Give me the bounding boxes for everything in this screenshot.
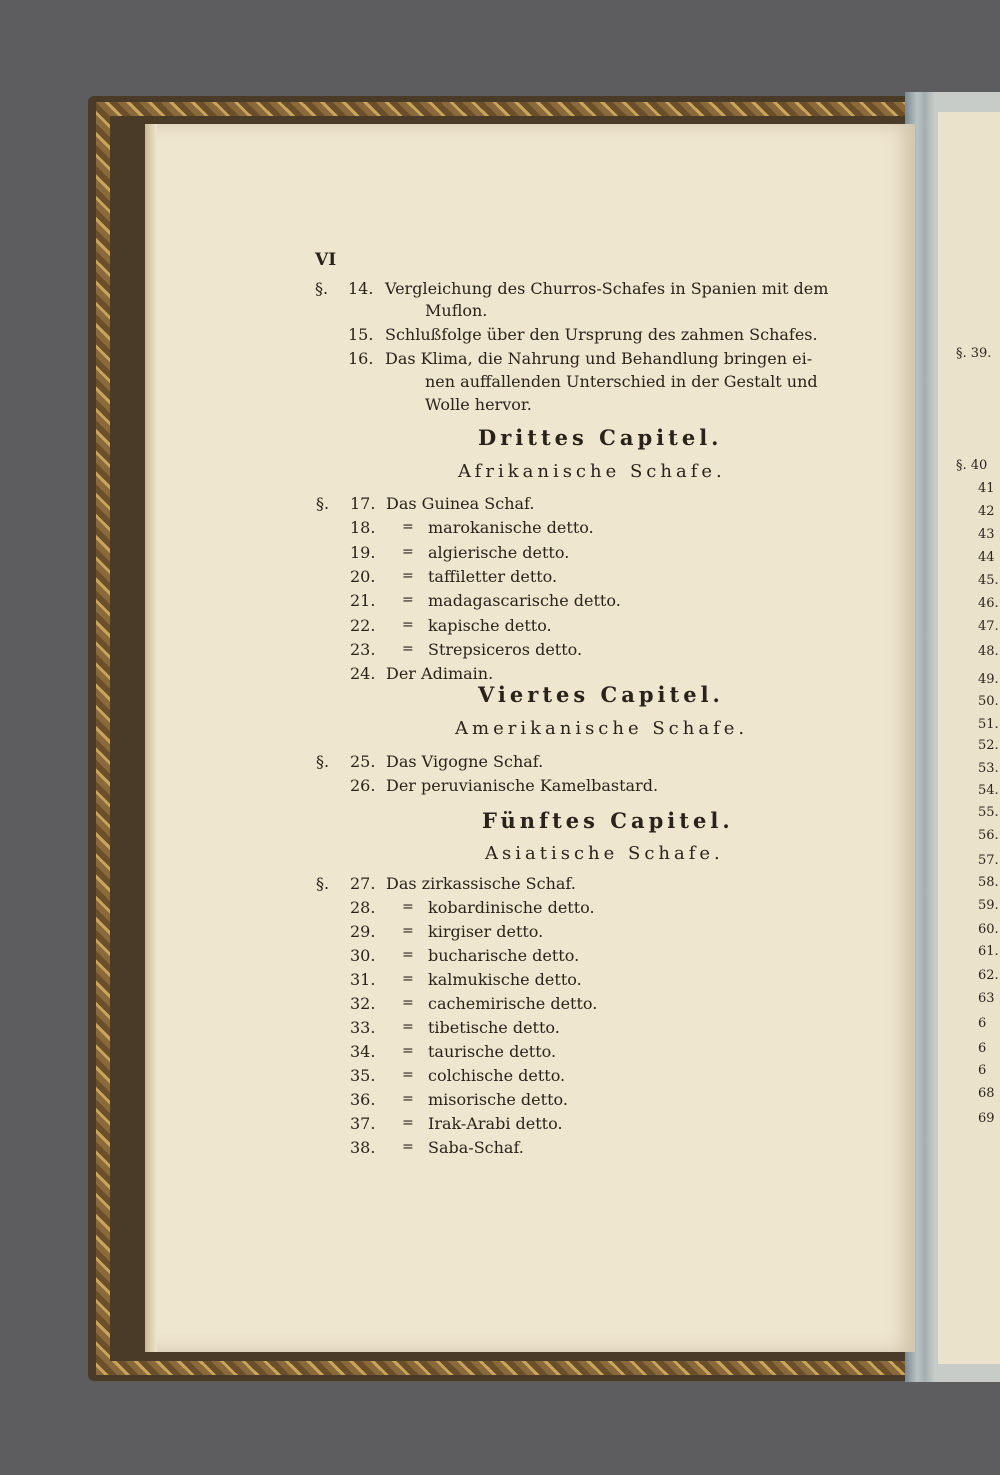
facing-page-number: 63 [978, 991, 995, 1006]
entry-number: 31. [350, 970, 376, 989]
section-mark: §. [316, 874, 330, 893]
entry-number: 29. [350, 922, 376, 941]
entry-text: kapische detto. [428, 616, 552, 635]
chapter-subtitle: Asiatische Schafe. [485, 843, 724, 864]
facing-page-number: 60. [978, 922, 999, 937]
facing-page-number: 56. [978, 828, 999, 843]
facing-page-number: §. 40 [956, 458, 988, 473]
ditto-mark: = [402, 641, 414, 657]
entry-number: 36. [350, 1090, 376, 1109]
entry-number: 25. [350, 752, 376, 771]
entry-number: 15. [348, 325, 374, 344]
facing-page-number: 49. [978, 672, 999, 687]
entry-number: 19. [350, 543, 376, 562]
facing-page-number: 42 [978, 504, 995, 519]
ditto-mark: = [402, 971, 414, 987]
entry-number: 16. [348, 349, 374, 368]
entry-text: taurische detto. [428, 1042, 557, 1061]
ditto-mark: = [402, 1091, 414, 1107]
ditto-mark: = [402, 1067, 414, 1083]
facing-page-edge [938, 112, 1000, 1364]
page-number: VI [315, 250, 337, 270]
facing-page-number: §. 39. [956, 346, 992, 361]
entry-text: colchische detto. [428, 1066, 566, 1085]
facing-page-number: 47. [978, 619, 999, 634]
facing-page-number: 43 [978, 527, 995, 542]
entry-number: 20. [350, 567, 376, 586]
entry-text: madagascarische detto. [428, 591, 621, 610]
entry-number: 33. [350, 1018, 376, 1037]
entry-text: kobardinische detto. [428, 898, 595, 917]
entry-text: Muflon. [425, 301, 488, 320]
ditto-mark: = [402, 899, 414, 915]
facing-page-number: 69 [978, 1111, 995, 1126]
entry-number: 24. [350, 664, 376, 683]
facing-page-number: 62. [978, 968, 999, 983]
entry-number: 28. [350, 898, 376, 917]
entry-text: Das zirkassische Schaf. [386, 874, 576, 893]
facing-page-number: 57. [978, 853, 999, 868]
entry-text: Wolle hervor. [425, 395, 532, 414]
ditto-mark: = [402, 592, 414, 608]
ditto-mark: = [402, 947, 414, 963]
entry-text: tibetische detto. [428, 1018, 560, 1037]
facing-page-number: 53. [978, 761, 999, 776]
facing-page-number: 6 [978, 1041, 987, 1056]
facing-page-number: 41 [978, 481, 995, 496]
entry-text: Irak-Arabi detto. [428, 1114, 563, 1133]
facing-page-number: 50. [978, 694, 999, 709]
entry-text: Vergleichung des Churros-Schafes in Spanien mit dem [385, 279, 829, 298]
facing-page-number: 52. [978, 738, 999, 753]
chapter-subtitle: Amerikanische Schafe. [455, 718, 749, 739]
entry-number: 23. [350, 640, 376, 659]
facing-page-number: 68 [978, 1086, 995, 1101]
ditto-mark: = [402, 1115, 414, 1131]
entry-number: 27. [350, 874, 376, 893]
chapter-title: Viertes Capitel. [478, 682, 724, 707]
entry-number: 37. [350, 1114, 376, 1133]
entry-text: bucharische detto. [428, 946, 580, 965]
page-gutter [145, 124, 157, 1352]
ditto-mark: = [402, 617, 414, 633]
ditto-mark: = [402, 568, 414, 584]
facing-page-number: 6 [978, 1016, 987, 1031]
entry-number: 38. [350, 1138, 376, 1157]
section-mark: §. [316, 752, 330, 771]
ditto-mark: = [402, 1019, 414, 1035]
entry-text: misorische detto. [428, 1090, 568, 1109]
entry-text: kirgiser detto. [428, 922, 544, 941]
entry-text: Das Guinea Schaf. [386, 494, 535, 513]
entry-text: Das Vigogne Schaf. [386, 752, 544, 771]
facing-page-number: 61. [978, 944, 999, 959]
entry-text: Der peruvianische Kamelbastard. [386, 776, 659, 795]
facing-page-number: 58. [978, 875, 999, 890]
entry-number: 17. [350, 494, 376, 513]
ditto-mark: = [402, 923, 414, 939]
chapter-subtitle: Afrikanische Schafe. [458, 461, 726, 482]
entry-text: nen auffallenden Unterschied in der Gestalt und [425, 372, 818, 391]
entry-number: 30. [350, 946, 376, 965]
facing-page-number: 46. [978, 596, 999, 611]
entry-number: 32. [350, 994, 376, 1013]
ditto-mark: = [402, 995, 414, 1011]
ditto-mark: = [402, 1043, 414, 1059]
entry-number: 21. [350, 591, 376, 610]
entry-text: Strepsiceros detto. [428, 640, 583, 659]
chapter-title: Fünftes Capitel. [482, 808, 734, 833]
entry-number: 18. [350, 518, 376, 537]
facing-page-number: 54. [978, 783, 999, 798]
facing-page-number: 59. [978, 898, 999, 913]
entry-text: Saba-Schaf. [428, 1138, 524, 1157]
facing-page-number: 44 [978, 550, 995, 565]
entry-text: cachemirische detto. [428, 994, 598, 1013]
chapter-title: Drittes Capitel. [478, 425, 723, 450]
entry-text: Der Adimain. [386, 664, 494, 683]
entry-number: 34. [350, 1042, 376, 1061]
ditto-mark: = [402, 1139, 414, 1155]
section-mark: §. [316, 494, 330, 513]
entry-number: 14. [348, 279, 374, 298]
entry-text: taffiletter detto. [428, 567, 558, 586]
section-mark: §. [315, 279, 329, 298]
entry-text: kalmukische detto. [428, 970, 582, 989]
ditto-mark: = [402, 544, 414, 560]
entry-text: Schlußfolge über den Ursprung des zahmen Schafes. [385, 325, 818, 344]
entry-text: marokanische detto. [428, 518, 594, 537]
entry-number: 26. [350, 776, 376, 795]
facing-page-number: 55. [978, 805, 999, 820]
facing-page-number: 51. [978, 717, 999, 732]
entry-text: algierische detto. [428, 543, 570, 562]
entry-number: 22. [350, 616, 376, 635]
ditto-mark: = [402, 519, 414, 535]
entry-number: 35. [350, 1066, 376, 1085]
facing-page-number: 48. [978, 644, 999, 659]
entry-text: Das Klima, die Nahrung und Behandlung bringen ei- [385, 349, 813, 368]
facing-page-number: 45. [978, 573, 999, 588]
facing-page-number: 6 [978, 1063, 987, 1078]
